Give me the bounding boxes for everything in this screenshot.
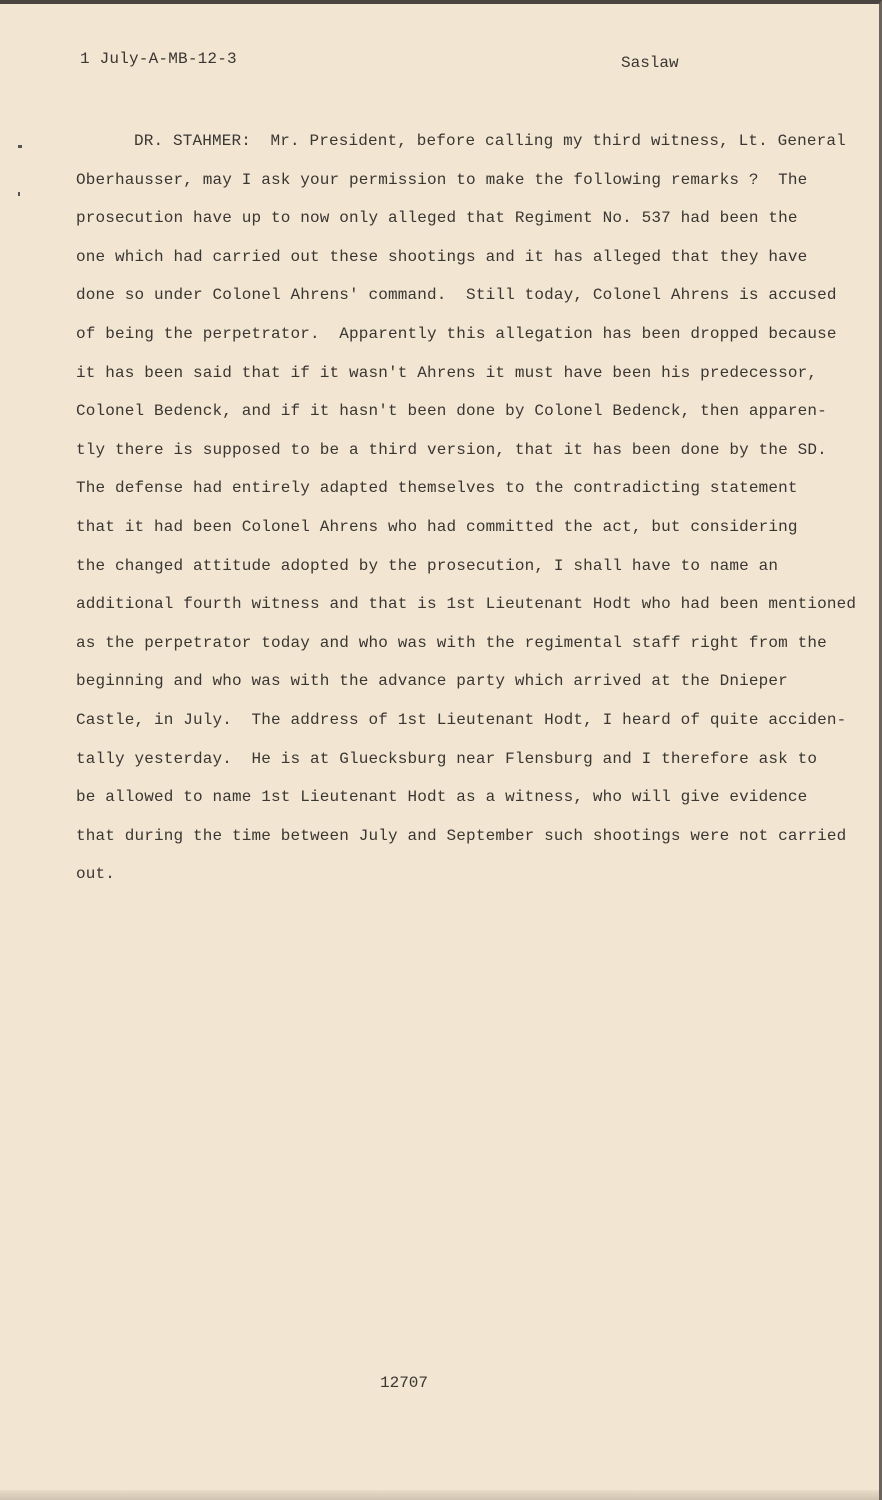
text-line: Castle, in July. The address of 1st Lieutenant Hodt, I heard of quite acciden- xyxy=(76,710,847,729)
text-line: tally yesterday. He is at Gluecksburg near Flensburg and I therefore ask to xyxy=(76,749,818,768)
text-line: the changed attitude adopted by the prosecution, I shall have to name an xyxy=(76,556,779,575)
text-line: it has been said that if it wasn't Ahrens it must have been his predecessor, xyxy=(76,363,818,382)
transcript-body xyxy=(76,128,866,900)
text-line: one which had carried out these shootings and it has alleged that they have xyxy=(76,247,808,266)
margin-tick xyxy=(18,145,22,148)
text-line: Colonel Bedenck, and if it hasn't been done by Colonel Bedenck, then apparen- xyxy=(76,402,827,421)
text-line: beginning and who was with the advance party which arrived at the Dnieper xyxy=(76,672,788,691)
text-line: prosecution have up to now only alleged that Regiment No. 537 had been the xyxy=(76,209,798,228)
text-line: be allowed to name 1st Lieutenant Hodt as a witness, who will give evidence xyxy=(76,788,808,807)
text-line: out. xyxy=(76,865,116,884)
text-line: that during the time between July and September such shootings were not carried xyxy=(76,826,847,845)
document-reference: 1 July-A-MB-12-3 xyxy=(80,50,237,68)
text-line: that it had been Colonel Ahrens who had committed the act, but considering xyxy=(76,517,798,536)
text-line: tly there is supposed to be a third version, that it has been done by the SD. xyxy=(76,440,827,459)
text-line: DR. STAHMER: Mr. President, before calling my third witness, Lt. General xyxy=(134,132,846,150)
text-line: as the perpetrator today and who was with the regimental staff right from the xyxy=(76,633,827,652)
text-line: done so under Colonel Ahrens' command. Still today, Colonel Ahrens is accused xyxy=(76,286,837,305)
text-line: Oberhausser, may I ask your permission to make the following remarks ? The xyxy=(76,170,808,189)
text-line: The defense had entirely adapted themselves to the contradicting statement xyxy=(76,479,798,498)
margin-tick xyxy=(18,192,20,196)
text-line: additional fourth witness and that is 1st Lieutenant Hodt who had been mentioned xyxy=(76,595,857,614)
reporter-name: Saslaw xyxy=(621,54,679,72)
page-number: 12707 xyxy=(380,1374,429,1392)
text-line: of being the perpetrator. Apparently this allegation has been dropped because xyxy=(76,324,837,343)
